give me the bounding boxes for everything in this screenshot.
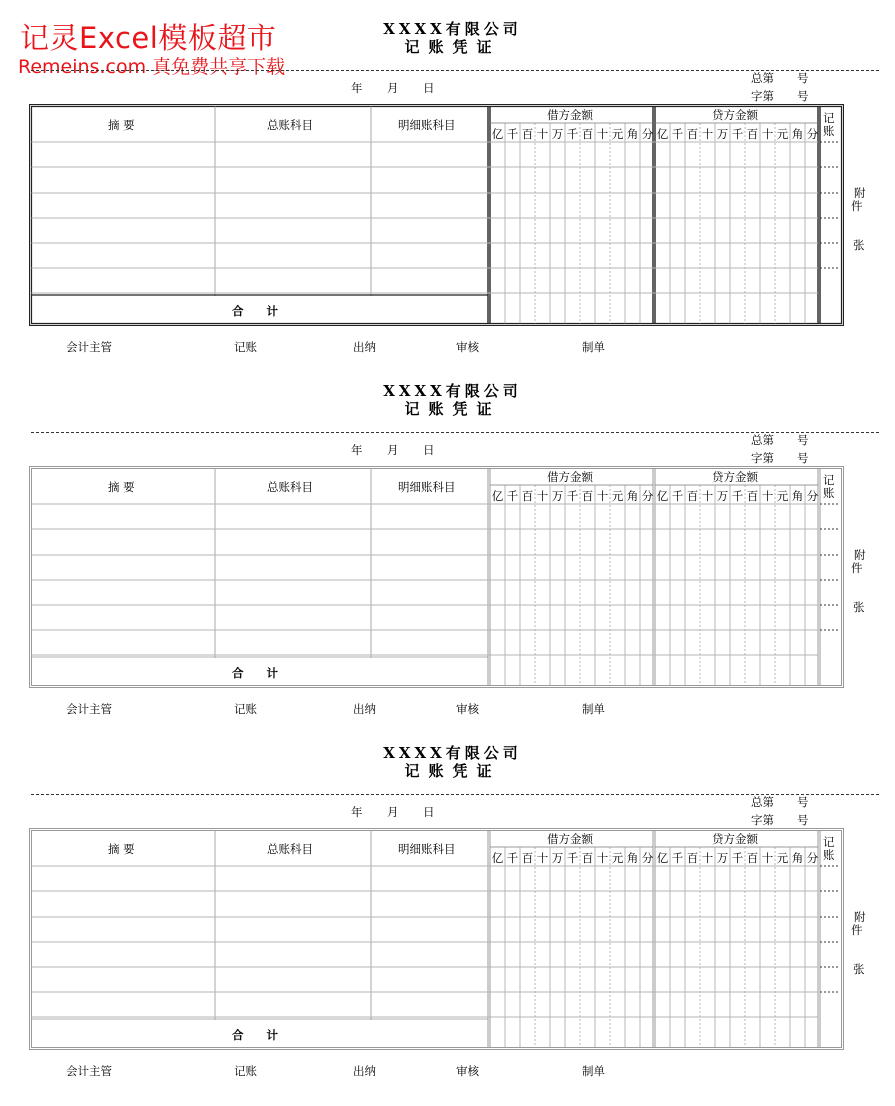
sheets-label: 张 (853, 238, 865, 252)
credit-digit-label: 万 (716, 127, 729, 141)
credit-digit-label: 百 (746, 489, 759, 503)
header-debit-amount: 借方金额 (547, 832, 593, 846)
debit-digit-label: 十 (596, 489, 609, 503)
posting-mark-char: 账 (823, 486, 835, 500)
date-day: 日 (423, 805, 435, 819)
debit-digit-label: 元 (611, 851, 624, 865)
credit-digit-label: 百 (686, 127, 699, 141)
credit-digit-label: 亿 (656, 489, 669, 503)
credit-digit-label: 分 (806, 127, 819, 141)
credit-digit-label: 元 (776, 127, 789, 141)
debit-digit-label: 百 (581, 851, 594, 865)
credit-digit-label: 十 (701, 489, 714, 503)
credit-digit-label: 十 (761, 127, 774, 141)
header-summary: 摘 要 (108, 842, 135, 856)
debit-digit-label: 分 (641, 489, 654, 503)
company-name: XXXX有限公司 (383, 382, 522, 400)
signature-cashier: 出纳 (353, 1064, 376, 1078)
attachments-char: 附 (854, 910, 866, 924)
credit-digit-label: 十 (701, 851, 714, 865)
debit-digit-label: 分 (641, 851, 654, 865)
voucher-table (29, 466, 844, 688)
credit-digit-label: 元 (776, 851, 789, 865)
posting-mark-label (823, 112, 835, 138)
signature-auditor: 审核 (456, 340, 479, 354)
watermark-title: 记灵Excel模板超市 (20, 21, 277, 55)
debit-digit-label: 元 (611, 127, 624, 141)
signature-cashier: 出纳 (353, 340, 376, 354)
debit-digit-label: 万 (551, 851, 564, 865)
date-month: 月 (387, 805, 399, 819)
date-day: 日 (423, 443, 435, 457)
debit-digit-label: 千 (506, 127, 519, 141)
debit-digit-label: 百 (581, 489, 594, 503)
signature-supervisor: 会计主管 (66, 340, 112, 354)
posting-mark-char: 记 (823, 473, 835, 487)
debit-digit-label: 分 (641, 127, 654, 141)
attachments-label (851, 911, 866, 937)
company-name: XXXX有限公司 (383, 744, 522, 762)
date-month: 月 (387, 443, 399, 457)
watermark-subtitle: Remeins.com 真免费共享下载 (18, 56, 286, 78)
credit-digit-label: 分 (806, 851, 819, 865)
header-credit-amount: 贷方金额 (712, 832, 758, 846)
debit-digit-label: 十 (536, 851, 549, 865)
voucher (0, 382, 895, 744)
debit-digit-label: 千 (506, 851, 519, 865)
header-detail-account: 明细账科目 (398, 842, 456, 856)
attachments-label (851, 549, 866, 575)
credit-digit-label: 角 (791, 489, 804, 503)
credit-digit-label: 十 (761, 851, 774, 865)
posting-mark-label (823, 836, 835, 862)
credit-digit-label: 亿 (656, 127, 669, 141)
total-number: 总第 号 (751, 433, 809, 447)
total-label: 合 计 (232, 1028, 278, 1042)
signature-supervisor: 会计主管 (66, 702, 112, 716)
signature-preparer: 制单 (582, 702, 605, 716)
date-year: 年 (351, 805, 363, 819)
signature-bookkeeper: 记账 (234, 1064, 257, 1078)
attachments-char: 件 (851, 923, 863, 937)
credit-digit-label: 角 (791, 851, 804, 865)
debit-digit-label: 角 (626, 127, 639, 141)
date-year: 年 (351, 443, 363, 457)
debit-digit-label: 角 (626, 489, 639, 503)
voucher (0, 744, 895, 1106)
signature-auditor: 审核 (456, 1064, 479, 1078)
debit-digit-label: 万 (551, 489, 564, 503)
voucher (0, 20, 895, 382)
attachments-char: 附 (854, 186, 866, 200)
signature-bookkeeper: 记账 (234, 340, 257, 354)
sheets-label: 张 (853, 600, 865, 614)
signature-preparer: 制单 (582, 340, 605, 354)
header-debit-amount: 借方金额 (547, 108, 593, 122)
posting-mark-char: 记 (823, 111, 835, 125)
credit-digit-label: 元 (776, 489, 789, 503)
credit-digit-label: 十 (761, 489, 774, 503)
credit-digit-label: 万 (716, 851, 729, 865)
signature-bookkeeper: 记账 (234, 702, 257, 716)
char-number: 字第 号 (751, 451, 809, 465)
header-detail-account: 明细账科目 (398, 480, 456, 494)
header-general-account: 总账科目 (267, 842, 313, 856)
credit-digit-label: 万 (716, 489, 729, 503)
char-number: 字第 号 (751, 89, 809, 103)
date-month: 月 (387, 81, 399, 95)
posting-mark-char: 账 (823, 124, 835, 138)
voucher-title: 记账凭证 (404, 38, 501, 56)
debit-digit-label: 亿 (491, 851, 504, 865)
credit-digit-label: 千 (731, 127, 744, 141)
credit-digit-label: 千 (671, 489, 684, 503)
credit-digit-label: 千 (731, 851, 744, 865)
debit-digit-label: 十 (536, 489, 549, 503)
signature-auditor: 审核 (456, 702, 479, 716)
debit-digit-label: 角 (626, 851, 639, 865)
header-summary: 摘 要 (108, 118, 135, 132)
voucher-title: 记账凭证 (404, 400, 501, 418)
header-general-account: 总账科目 (267, 118, 313, 132)
credit-digit-label: 千 (671, 851, 684, 865)
posting-mark-char: 记 (823, 835, 835, 849)
voucher-table (29, 828, 844, 1050)
voucher-table (29, 104, 844, 326)
credit-digit-label: 百 (686, 851, 699, 865)
company-name: XXXX有限公司 (383, 20, 522, 38)
date-day: 日 (423, 81, 435, 95)
credit-digit-label: 角 (791, 127, 804, 141)
header-debit-amount: 借方金额 (547, 470, 593, 484)
debit-digit-label: 百 (521, 489, 534, 503)
attachments-char: 件 (851, 199, 863, 213)
total-label: 合 计 (232, 304, 278, 318)
header-summary: 摘 要 (108, 480, 135, 494)
credit-digit-label: 百 (746, 127, 759, 141)
header-credit-amount: 贷方金额 (712, 108, 758, 122)
debit-digit-label: 元 (611, 489, 624, 503)
debit-digit-label: 十 (596, 851, 609, 865)
total-number: 总第 号 (751, 795, 809, 809)
credit-digit-label: 十 (701, 127, 714, 141)
credit-digit-label: 分 (806, 489, 819, 503)
credit-digit-label: 百 (746, 851, 759, 865)
debit-digit-label: 百 (581, 127, 594, 141)
attachments-char: 附 (854, 548, 866, 562)
header-credit-amount: 贷方金额 (712, 470, 758, 484)
debit-digit-label: 十 (596, 127, 609, 141)
credit-digit-label: 千 (731, 489, 744, 503)
credit-digit-label: 亿 (656, 851, 669, 865)
debit-digit-label: 百 (521, 127, 534, 141)
date-year: 年 (351, 81, 363, 95)
credit-digit-label: 千 (671, 127, 684, 141)
signature-preparer: 制单 (582, 1064, 605, 1078)
header-detail-account: 明细账科目 (398, 118, 456, 132)
debit-digit-label: 亿 (491, 127, 504, 141)
debit-digit-label: 千 (506, 489, 519, 503)
header-general-account: 总账科目 (267, 480, 313, 494)
debit-digit-label: 亿 (491, 489, 504, 503)
debit-digit-label: 十 (536, 127, 549, 141)
attachments-char: 件 (851, 561, 863, 575)
voucher-title: 记账凭证 (404, 762, 501, 780)
signature-supervisor: 会计主管 (66, 1064, 112, 1078)
signature-cashier: 出纳 (353, 702, 376, 716)
posting-mark-char: 账 (823, 848, 835, 862)
debit-digit-label: 千 (566, 851, 579, 865)
debit-digit-label: 万 (551, 127, 564, 141)
debit-digit-label: 千 (566, 489, 579, 503)
posting-mark-label (823, 474, 835, 500)
debit-digit-label: 千 (566, 127, 579, 141)
total-label: 合 计 (232, 666, 278, 680)
char-number: 字第 号 (751, 813, 809, 827)
credit-digit-label: 百 (686, 489, 699, 503)
attachments-label (851, 187, 866, 213)
debit-digit-label: 百 (521, 851, 534, 865)
total-number: 总第 号 (751, 71, 809, 85)
sheets-label: 张 (853, 962, 865, 976)
